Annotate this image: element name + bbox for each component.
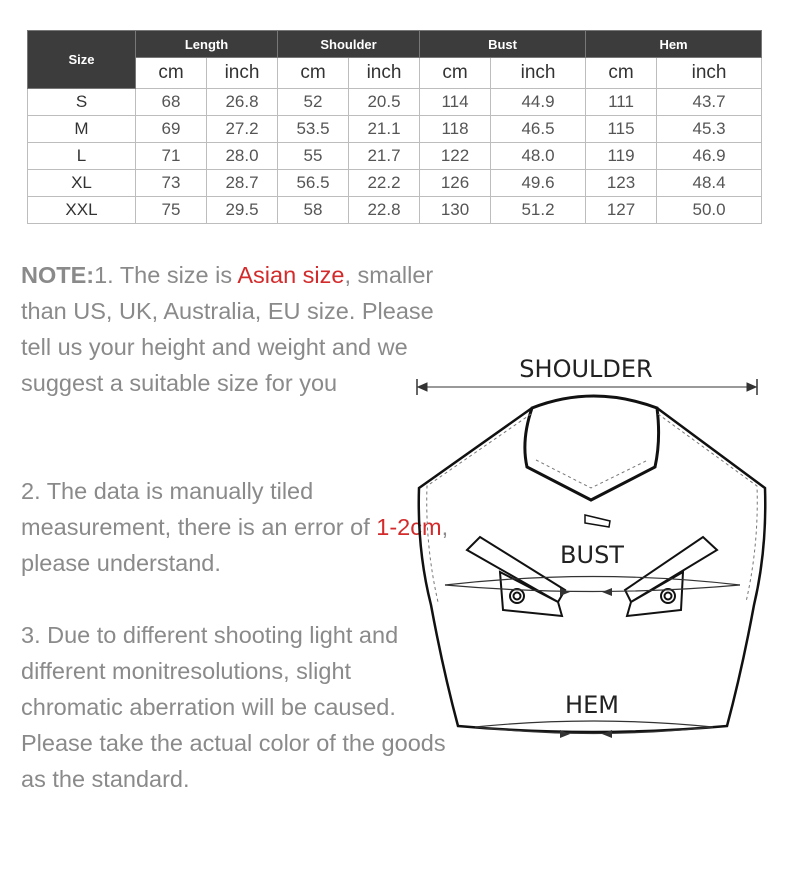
unit-header: inch — [349, 58, 420, 89]
note-1-text: 1. The size is — [94, 262, 238, 288]
measurement-cell: 69 — [136, 116, 207, 143]
bust-column-header: Bust — [420, 31, 586, 58]
measurement-cell: 53.5 — [278, 116, 349, 143]
measurement-cell: 20.5 — [349, 89, 420, 116]
table-row — [28, 143, 762, 170]
table-row — [28, 197, 762, 224]
unit-header: inch — [491, 58, 586, 89]
measurement-cell: 21.1 — [349, 116, 420, 143]
measurement-cell: 111 — [586, 89, 657, 116]
length-column-header: Length — [136, 31, 278, 58]
note-1 — [21, 257, 451, 401]
size-cell: L — [28, 143, 136, 170]
note-1-rest: , smaller than US, UK, Australia, EU size. Please tell us your height and weight and we suggest a suitable size for you — [21, 262, 434, 396]
measurement-cell: 58 — [278, 197, 349, 224]
note-label: NOTE: — [21, 262, 95, 288]
bust-measure-line — [445, 577, 740, 592]
note-2-text: 2. The data is manually tiled measurement, there is an error of — [21, 478, 377, 540]
note-3 — [21, 617, 451, 797]
unit-header: cm — [420, 58, 491, 89]
measurement-cell: 26.8 — [207, 89, 278, 116]
measurement-cell: 48.0 — [491, 143, 586, 170]
measurement-cell: 55 — [278, 143, 349, 170]
note-2 — [21, 473, 451, 581]
measurement-cell: 28.7 — [207, 170, 278, 197]
measurement-cell: 51.2 — [491, 197, 586, 224]
unit-header: cm — [136, 58, 207, 89]
shoulder-label: SHOULDER — [519, 355, 653, 383]
note-2-rest: , please understand. — [21, 514, 449, 576]
measurement-cell: 44.9 — [491, 89, 586, 116]
unit-header: cm — [278, 58, 349, 89]
measurement-cell: 45.3 — [657, 116, 762, 143]
measurement-cell: 115 — [586, 116, 657, 143]
measurement-cell: 50.0 — [657, 197, 762, 224]
measurement-cell: 27.2 — [207, 116, 278, 143]
size-cell: XXL — [28, 197, 136, 224]
size-column-header: Size — [28, 31, 136, 89]
measurement-cell: 22.8 — [349, 197, 420, 224]
measurement-cell: 46.9 — [657, 143, 762, 170]
size-cell: M — [28, 116, 136, 143]
unit-header: inch — [657, 58, 762, 89]
error-range-highlight: 1-2cm — [376, 514, 442, 540]
size-chart-table — [27, 30, 762, 224]
size-cell: S — [28, 89, 136, 116]
measurement-cell: 75 — [136, 197, 207, 224]
group-header-row — [28, 31, 762, 58]
measurement-cell: 127 — [586, 197, 657, 224]
hem-label: HEM — [565, 691, 619, 719]
measurement-cell: 118 — [420, 116, 491, 143]
stitch-lines — [427, 414, 758, 602]
unit-header: inch — [207, 58, 278, 89]
bust-label: BUST — [560, 541, 624, 569]
measurement-cell: 29.5 — [207, 197, 278, 224]
table-row — [28, 89, 762, 116]
measurement-cell: 49.6 — [491, 170, 586, 197]
measurement-cell: 126 — [420, 170, 491, 197]
table-row — [28, 170, 762, 197]
right-pocket — [625, 537, 717, 616]
bust-arrow-left-icon — [602, 588, 612, 596]
measurement-cell: 22.2 — [349, 170, 420, 197]
measurement-cell: 71 — [136, 143, 207, 170]
measurement-cell: 68 — [136, 89, 207, 116]
table-body — [28, 89, 762, 224]
measurement-cell: 56.5 — [278, 170, 349, 197]
measurement-cell: 48.4 — [657, 170, 762, 197]
hem-column-header: Hem — [586, 31, 762, 58]
measurement-cell: 114 — [420, 89, 491, 116]
asian-size-highlight: Asian size — [237, 262, 345, 288]
measurement-cell: 52 — [278, 89, 349, 116]
left-pocket — [467, 537, 565, 616]
measurement-cell: 122 — [420, 143, 491, 170]
measurement-cell: 123 — [586, 170, 657, 197]
measurement-cell: 119 — [586, 143, 657, 170]
measurement-cell: 28.0 — [207, 143, 278, 170]
table-row — [28, 116, 762, 143]
size-cell: XL — [28, 170, 136, 197]
measurement-cell: 73 — [136, 170, 207, 197]
unit-header-row — [28, 58, 762, 89]
shoulder-column-header: Shoulder — [278, 31, 420, 58]
garment-measurement-diagram — [405, 340, 780, 750]
measurement-cell: 130 — [420, 197, 491, 224]
measurement-cell: 43.7 — [657, 89, 762, 116]
unit-header: cm — [586, 58, 657, 89]
note-3-text: 3. Due to different shooting light and different monitresolutions, slight chromatic aberration will be caused. Please take the actual color of the goods as the standard. — [21, 622, 446, 792]
measurement-cell: 21.7 — [349, 143, 420, 170]
collar-tab — [585, 515, 610, 527]
measurement-cell: 46.5 — [491, 116, 586, 143]
